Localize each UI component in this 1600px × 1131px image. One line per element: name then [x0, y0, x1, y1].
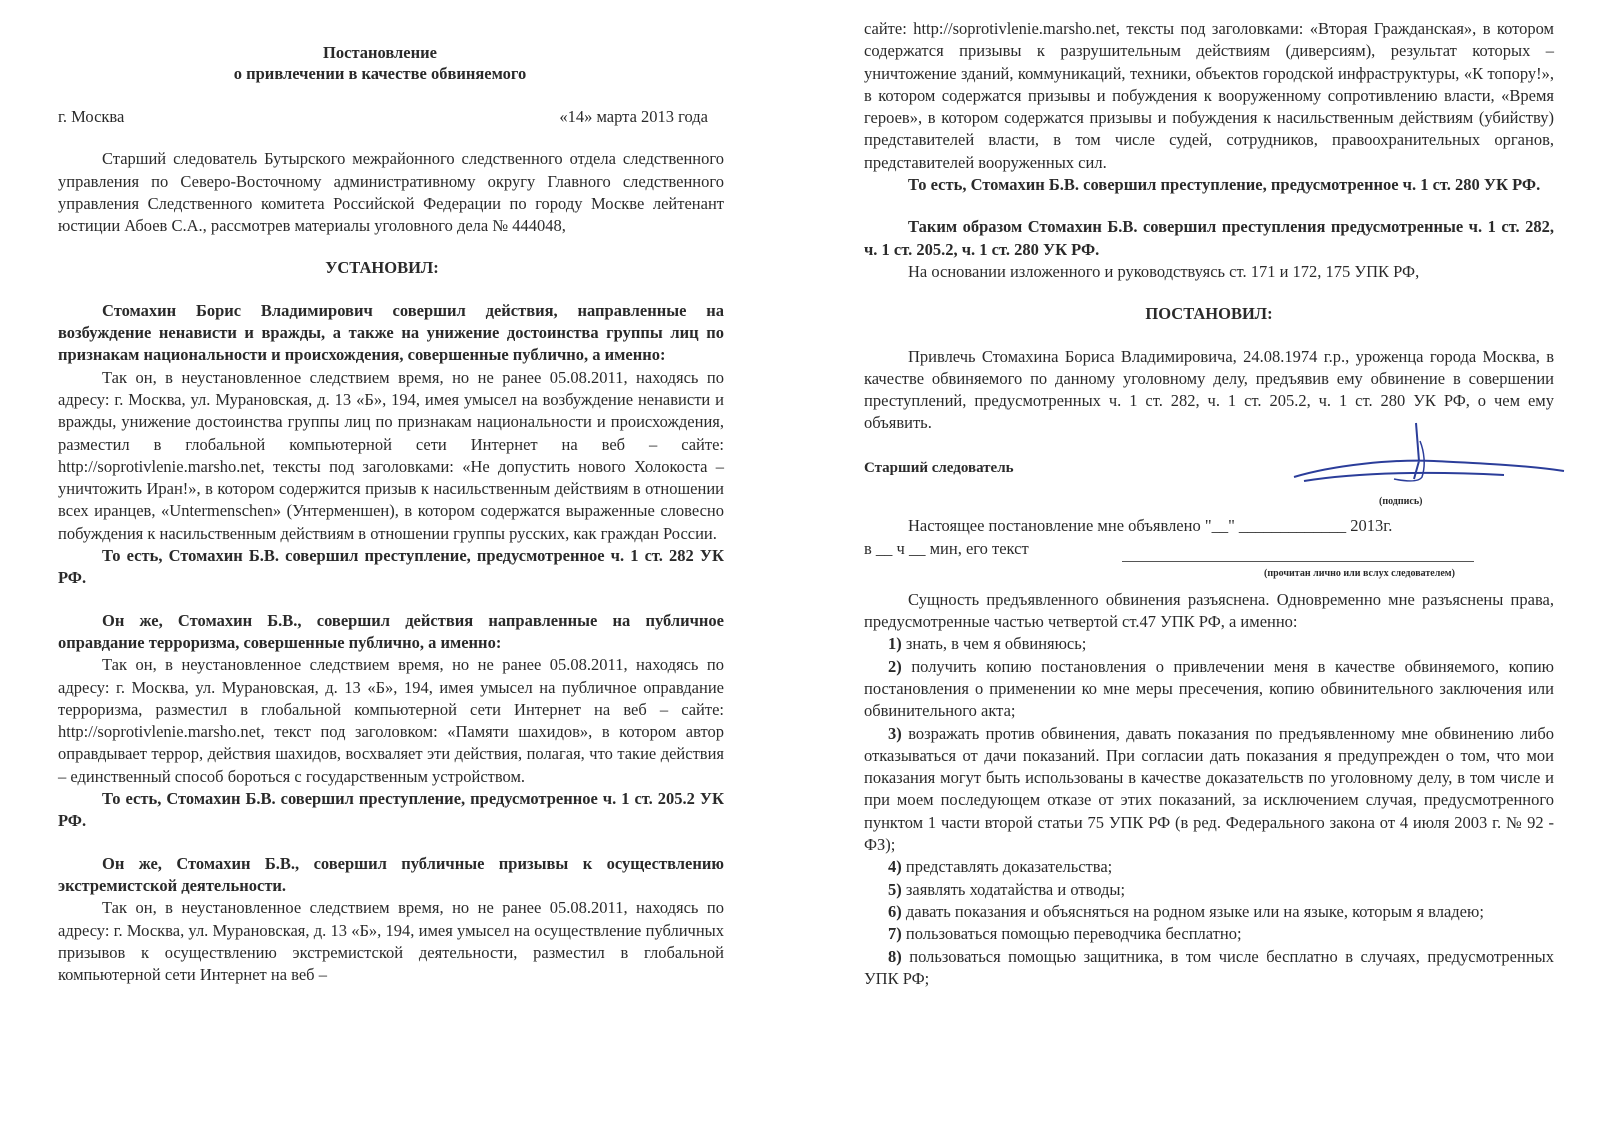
document-date: «14» марта 2013 года [559, 107, 708, 126]
rights-item-text: знать, в чем я обвиняюсь; [905, 634, 1087, 654]
decision-paragraph: Привлечь Стомахина Бориса Владимировича, 24.08.1974 г.р., уроженца города Москва, в качестве обвиняемого по данному уголовному делу, предъявив ему обвинение в совершении преступлений, предусмотренных ч. 1 ст. 282, ч. 1 ст. 205.2, ч. 1 ст. 280 УК РФ, о чем ему объявить. [864, 346, 1554, 433]
rights-item-number: 8) [888, 946, 902, 966]
notice-line-1: Настоящее постановление мне объявлено "__" _____________ 2013г. [908, 515, 1393, 535]
rights-item-number: 6) [888, 901, 902, 921]
section1-text: Так он, в неустановленное следствием время, но не ранее 05.08.2011, находясь по адресу: г. Москва, ул. Мурановская, д. 13 «Б», 194, имея умысел на возбуждение ненависти и вражды, унижение достоинства группы лиц по признакам национальности и происхождения, разместил в глобальной компьютерной сети Интернет на веб – сайте: http://soprotivlenie.marsho.net, тексты под заголовками: «Не допустить нового Холокоста – уничтожить Иран!», в котором содержится призыв к насильственным действиям в отношении всех иранцев, «Untermenschen» (Унтерменшен), в котором содержатся выраженные словесно побуждения к насильственным действиям в отношении группы русских, как граждан России. [58, 367, 724, 543]
signer-label: Старший следователь [864, 459, 1014, 476]
signature-caption: (подпись) [1379, 495, 1423, 507]
city: г. Москва [58, 107, 125, 126]
section3-conclusion: То есть, Стомахин Б.В. совершил преступление, предусмотренное ч. 1 ст. 280 УК РФ. [908, 175, 1541, 195]
rights-item-number: 2) [888, 656, 902, 676]
signature-mark [1274, 421, 1574, 511]
rights-item [864, 723, 1554, 857]
rights-item-number: 3) [888, 723, 902, 743]
place-date-row [58, 106, 708, 128]
section2-text: Так он, в неустановленное следствием время, но не ранее 05.08.2011, находясь по адресу: г. Москва, ул. Мурановская, д. 13 «Б», 194, имея умысел на публичное оправдание терроризма, разместил в глобальной компьютерной сети Интернет на веб – сайте: http://soprotivlenie.marsho.net, текст под заголовком: «Памяти шахидов», в котором автор оправдывает террор, действия шахидов, восхваляет эти действия, полагая, что такие действия – единственный способ бороться с государственным устройством. [58, 655, 724, 786]
rights-item [864, 879, 1554, 901]
rights-item-number: 1) [888, 634, 902, 654]
rights-item-text: пользоваться помощью защитника, в том числе бесплатно в случаях, предусмотренных УПК РФ; [864, 946, 1555, 988]
rights-item [864, 901, 1554, 923]
rights-item-text: заявлять ходатайства и отводы; [905, 879, 1126, 899]
left-page-text [58, 42, 724, 986]
section2-heading: Он же, Стомахин Б.В., совершил действия направленные на публичное оправдание терроризма, совершенные публично, а именно: [58, 610, 724, 652]
section3-heading: Он же, Стомахин Б.В., совершил публичные призывы к осуществлению экстремистской деятельности. [58, 853, 724, 895]
notice-underline [1122, 561, 1474, 562]
rights-item-text: пользоваться помощью переводчика бесплатно; [905, 924, 1242, 944]
document-title [36, 42, 724, 84]
established-heading: УСТАНОВИЛ: [325, 258, 439, 278]
rights-item [864, 923, 1554, 945]
section1-conclusion: То есть, Стомахин Б.В. совершил преступление, предусмотренное ч. 1 ст. 282 УК РФ. [58, 546, 724, 588]
rights-item-number: 7) [888, 924, 902, 944]
rights-item-text: давать показания и объясняться на родном языке или на языке, которым я владею; [905, 901, 1484, 921]
signature-block [864, 449, 1554, 507]
rights-list [864, 633, 1554, 990]
notice-line-2: в __ ч __ мин, его текст [864, 538, 1029, 558]
rights-item [864, 633, 1554, 655]
resolved-heading: ПОСТАНОВИЛ: [1145, 304, 1273, 324]
right-page-text [864, 18, 1554, 990]
section3-continuation: сайте: http://soprotivlenie.marsho.net, тексты под заголовками: «Вторая Гражданская», в котором содержатся призывы к разрушительным действиям (диверсиям), результат которых – уничтожение зданий, коммуникаций, техники, объектов городской инфраструктуры, «К топору!», в котором содержатся призывы и побуждения к вооруженному сопротивлению власти, «Время героев», в котором содержатся призывы и побуждения к насильственным действиям (убийству) представителей власти, в том числе судей, сотрудников, правоохранительных органов, представителей вооруженных сил. [864, 19, 1554, 172]
rights-item-number: 4) [888, 857, 902, 877]
rights-item-text: представлять доказательства; [905, 857, 1113, 877]
section2-conclusion: То есть, Стомахин Б.В. совершил преступление, предусмотренное ч. 1 ст. 205.2 УК РФ. [58, 789, 724, 831]
title-line-2: о привлечении в качестве обвиняемого [233, 64, 527, 83]
summary-paragraph: Таким образом Стомахин Б.В. совершил преступления предусмотренные ч. 1 ст. 282, ч. 1 ст. 205.2, ч. 1 ст. 280 УК РФ. [864, 217, 1554, 259]
title-line-1: Постановление [323, 43, 437, 62]
section3-text: Так он, в неустановленное следствием время, но не ранее 05.08.2011, находясь по адресу: г. Москва, ул. Мурановская, д. 13 «Б», 194, имея умысел на осуществление публичных призывов к осуществлению экстремистской деятельности, разместил в глобальной компьютерной сети Интернет на веб – [58, 898, 724, 985]
intro-paragraph: Старший следователь Бутырского межрайонного следственного отдела следственного управления по Северо-Восточному административному округу Главного следственного управления Следственного комитета Российской Федерации по городу Москве лейтенант юстиции Абоев С.А., рассмотрев материалы уголовного дела № 444048, [58, 149, 724, 236]
notice-block [864, 515, 1554, 579]
rights-intro: Сущность предъявленного обвинения разъяснена. Одновременно мне разъяснены права, предусмотренные частью четвертой ст.47 УПК РФ, а именно: [864, 589, 1554, 632]
section1-heading: Стомахин Борис Владимирович совершил действия, направленные на возбуждение ненависти и вражды, а также на унижение достоинства группы лиц по признакам национальности и происхождения, совершенные публично, а именно: [58, 300, 724, 365]
rights-item-text: получить копию постановления о привлечении меня в качестве обвиняемого, копию постановления о применении ко мне меры пресечения, копию обвинительного заключения или обвинительного акта; [864, 656, 1554, 721]
notice-caption: (прочитан лично или вслух следователем) [1264, 567, 1455, 579]
basis-paragraph: На основании изложенного и руководствуясь ст. 171 и 172, 175 УПК РФ, [908, 261, 1420, 281]
rights-item-number: 5) [888, 879, 902, 899]
right-page [800, 0, 1600, 1131]
rights-item [864, 946, 1554, 991]
rights-item-text: возражать против обвинения, давать показания по предъявленному мне обвинению либо отказываться от дачи показаний. При согласии дать показания я предупрежден о том, что мои показания могут быть использованы в качестве доказательств по уголовному делу, в том числе и при моем последующем отказе от этих показаний, за исключением случая, предусмотренного пунктом 1 части второй статьи 75 УПК РФ (в ред. Федерального закона от 4 июля 2003 г. № 92 - ФЗ); [864, 723, 1554, 855]
rights-item [864, 656, 1554, 723]
rights-item [864, 856, 1554, 878]
